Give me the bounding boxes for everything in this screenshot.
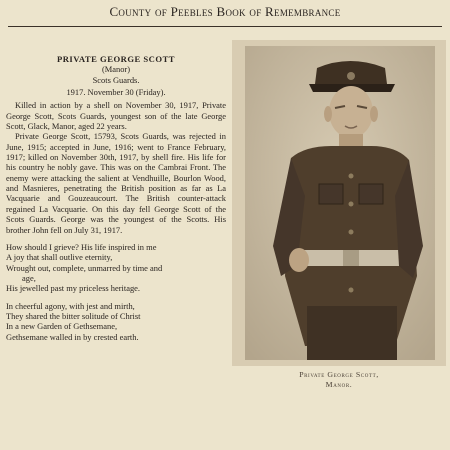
- header-divider: [8, 26, 442, 27]
- death-date: 1917. November 30 (Friday).: [66, 87, 166, 98]
- memorial-poem: [6, 242, 226, 342]
- book-title: County of Peebles Book of Remembrance: [109, 4, 341, 19]
- poem-line: Gethsemane walled in by crested earth.: [6, 331, 139, 342]
- photo-caption: [232, 370, 446, 390]
- service-history-paragraph: Private George Scott, 15793, Scots Guards, was rejected in June, 1915; accepted in June, 1916; went to France February, 1917; killed on November 30th, 1917, by shell fire. His life for his country he nobly gave. This was on the Cambrai Front. The enemy were attacking the salient at Vendhuille, Bourlon Wood, and Masnieres, penetrating the British position as far as La Vacquarie and Gouzeaucourt. The British counter-attack regained La Vacquarie. On this day fell George Scott of the Scots Guards. George was the youngest of the Scotts. His brother John fell on July 31, 1917.: [6, 131, 226, 235]
- caption-name: Private George Scott,: [299, 370, 379, 379]
- caption-place: Manor.: [325, 380, 353, 389]
- soldier-regiment: Scots Guards.: [92, 74, 140, 85]
- poem-line: How should I grieve? His life inspired in me: [6, 241, 157, 252]
- record-text-column: [6, 54, 226, 342]
- soldier-place: (Manor): [101, 64, 131, 75]
- page-header: [0, 0, 450, 26]
- death-notice-paragraph: Killed in action by a shell on November 30, 1917, Private George Scott, Scots Guards, youngest son of the late George Scott, Glack, Manor, aged 22 years.: [6, 100, 226, 132]
- poem-line: In cheerful agony, with jest and mirth,: [6, 300, 135, 311]
- poem-line: A joy that shall outlive eternity,: [6, 252, 113, 263]
- poem-line: They shared the bitter solitude of Christ: [6, 310, 141, 321]
- poem-line: age,: [22, 272, 36, 283]
- poem-line: In a new Garden of Gethsemane,: [6, 321, 118, 332]
- soldier-portrait-photo: [245, 46, 435, 360]
- poem-line: His jewelled past my priceless heritage.: [6, 283, 141, 294]
- poem-line: Wrought out, complete, unmarred by time and: [6, 262, 163, 273]
- soldier-name: PRIVATE GEORGE SCOTT: [56, 54, 176, 64]
